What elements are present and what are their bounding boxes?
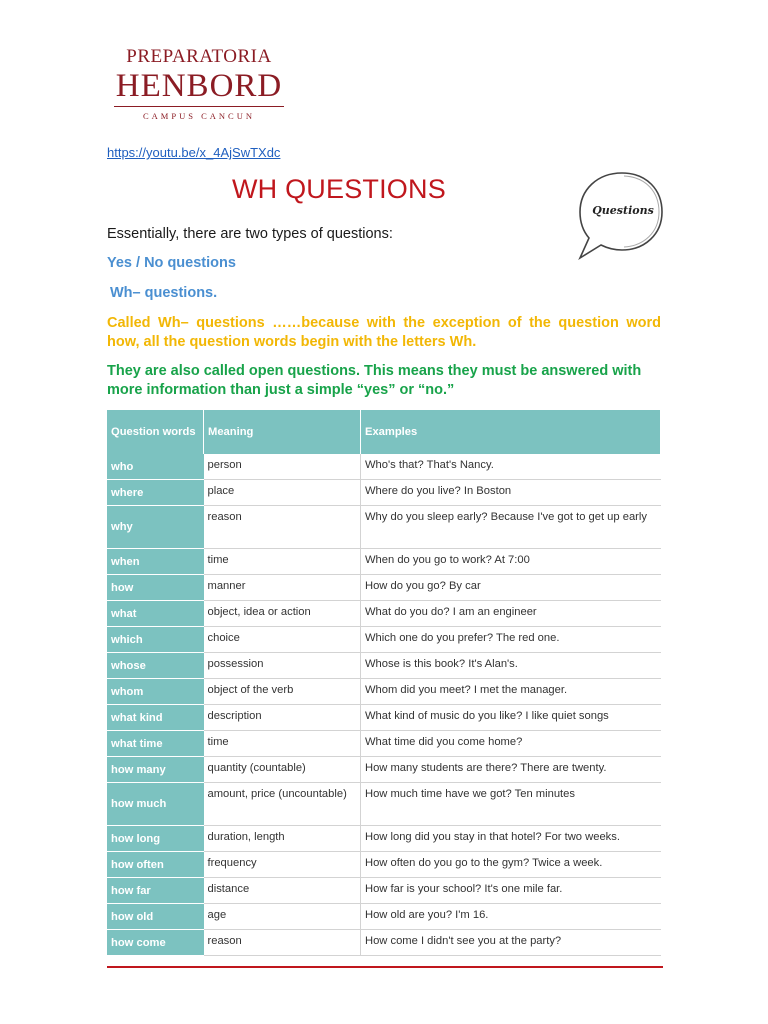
question-word: how many xyxy=(107,757,204,783)
question-word: how come xyxy=(107,930,204,956)
example: Where do you live? In Boston xyxy=(361,480,661,506)
question-word: who xyxy=(107,454,204,480)
question-word: what time xyxy=(107,731,204,757)
table-row xyxy=(107,904,661,930)
question-word: how long xyxy=(107,826,204,852)
table-row xyxy=(107,852,661,878)
table-row xyxy=(107,930,661,956)
logo-rule xyxy=(114,106,284,107)
example: How old are you? I'm 16. xyxy=(361,904,661,930)
meaning: distance xyxy=(204,878,361,904)
question-word: when xyxy=(107,549,204,575)
example: What do you do? I am an engineer xyxy=(361,601,661,627)
meaning: place xyxy=(204,480,361,506)
example: How many students are there? There are twenty. xyxy=(361,757,661,783)
example: Whose is this book? It's Alan's. xyxy=(361,653,661,679)
bubble-text: Questions xyxy=(592,204,654,217)
question-word: how far xyxy=(107,878,204,904)
school-logo xyxy=(114,46,284,122)
example: When do you go to work? At 7:00 xyxy=(361,549,661,575)
table-row xyxy=(107,878,661,904)
meaning: time xyxy=(204,731,361,757)
meaning: reason xyxy=(204,506,361,549)
example: What kind of music do you like? I like quiet songs xyxy=(361,705,661,731)
table-row xyxy=(107,731,661,757)
question-word: how xyxy=(107,575,204,601)
logo-top-text: PREPARATORIA xyxy=(126,46,272,67)
question-word: whose xyxy=(107,653,204,679)
meaning: time xyxy=(204,549,361,575)
meaning: manner xyxy=(204,575,361,601)
example: How do you go? By car xyxy=(361,575,661,601)
table-row xyxy=(107,601,661,627)
example: How long did you stay in that hotel? For two weeks. xyxy=(361,826,661,852)
logo-main-text: HENBORD xyxy=(115,68,283,104)
table-row xyxy=(107,783,661,826)
example: How much time have we got? Ten minutes xyxy=(361,783,661,826)
question-word: why xyxy=(107,506,204,549)
example: Whom did you meet? I met the manager. xyxy=(361,679,661,705)
table-row xyxy=(107,826,661,852)
meaning: duration, length xyxy=(204,826,361,852)
example: What time did you come home? xyxy=(361,731,661,757)
table-row xyxy=(107,757,661,783)
example: How come I didn't see you at the party? xyxy=(361,930,661,956)
table-row xyxy=(107,627,661,653)
question-word: how much xyxy=(107,783,204,826)
wh-heading: Wh– questions. xyxy=(110,285,218,301)
yes-no-heading: Yes / No questions xyxy=(107,255,236,271)
question-word: how often xyxy=(107,852,204,878)
intro-text: Essentially, there are two types of questions: xyxy=(107,226,393,242)
table-row xyxy=(107,679,661,705)
called-paragraph: Called Wh– questions ……because with the exception of the question word how, all the question words begin with the letters Wh. xyxy=(107,315,661,350)
table-row xyxy=(107,705,661,731)
table-row xyxy=(107,549,661,575)
question-word: how old xyxy=(107,904,204,930)
table-row xyxy=(107,454,661,480)
header-meaning: Meaning xyxy=(204,410,361,454)
table-row xyxy=(107,575,661,601)
example: Which one do you prefer? The red one. xyxy=(361,627,661,653)
table-header-row xyxy=(107,410,661,454)
page-title: WH QUESTIONS xyxy=(232,174,446,204)
meaning: person xyxy=(204,454,361,480)
table-row xyxy=(107,480,661,506)
logo-sub-text: CAMPUS CANCUN xyxy=(143,111,255,121)
meaning: object of the verb xyxy=(204,679,361,705)
meaning: possession xyxy=(204,653,361,679)
question-word: what xyxy=(107,601,204,627)
example: How often do you go to the gym? Twice a week. xyxy=(361,852,661,878)
header-question-words: Question words xyxy=(107,410,204,454)
video-link[interactable]: https://youtu.be/x_4AjSwTXdc xyxy=(107,145,281,160)
example: Why do you sleep early? Because I've got to get up early xyxy=(361,506,661,549)
meaning: quantity (countable) xyxy=(204,757,361,783)
table-row xyxy=(107,653,661,679)
meaning: reason xyxy=(204,930,361,956)
meaning: amount, price (uncountable) xyxy=(204,783,361,826)
open-questions-paragraph: They are also called open questions. This means they must be answered with more information than just a simple “yes” or “no.” xyxy=(107,363,642,398)
speech-bubble-icon xyxy=(570,168,670,268)
footer-divider xyxy=(107,966,663,968)
meaning: object, idea or action xyxy=(204,601,361,627)
question-words-table xyxy=(107,410,661,956)
meaning: choice xyxy=(204,627,361,653)
question-word: what kind xyxy=(107,705,204,731)
question-word: where xyxy=(107,480,204,506)
header-examples: Examples xyxy=(361,410,661,454)
question-word: whom xyxy=(107,679,204,705)
questions-speech-bubble xyxy=(570,168,670,268)
meaning: frequency xyxy=(204,852,361,878)
question-word: which xyxy=(107,627,204,653)
meaning: description xyxy=(204,705,361,731)
table-row xyxy=(107,506,661,549)
example: Who's that? That's Nancy. xyxy=(361,454,661,480)
meaning: age xyxy=(204,904,361,930)
example: How far is your school? It's one mile far. xyxy=(361,878,661,904)
